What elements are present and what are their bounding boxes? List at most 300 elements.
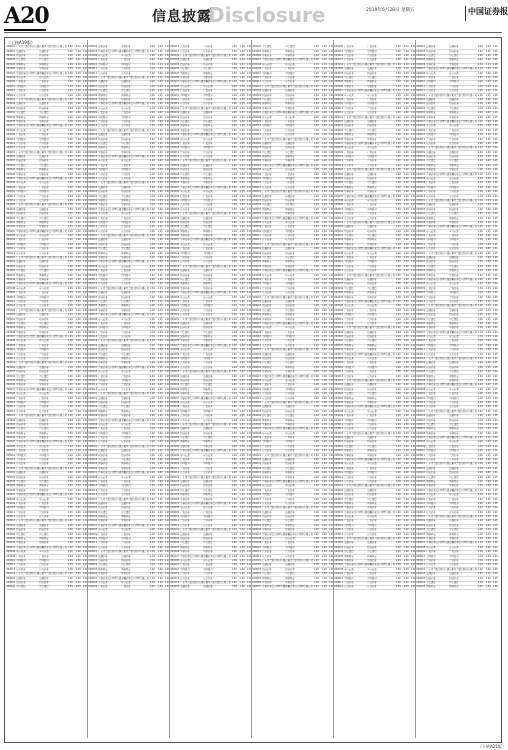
- table-cell-name: 中泰证券资产管理有限公司: [426, 330, 454, 334]
- table-cell-n1: 1.00: [395, 370, 401, 374]
- table-cell-n2: 1.00: [75, 71, 81, 75]
- table-cell-cust: 招商证券: [285, 93, 295, 97]
- table-cell-code: 000012: [416, 194, 426, 198]
- table-cell-n3: 1.00: [246, 256, 252, 260]
- table-cell-code: 000012: [170, 576, 180, 580]
- table-cell-n2: 1.00: [403, 308, 409, 312]
- table-cell-cust: 海通证券: [39, 313, 49, 317]
- table-cell-n3: 1.00: [246, 119, 252, 123]
- table-cell-name: 国泰君安: [16, 115, 26, 119]
- table-cell-n1: 1.00: [395, 506, 401, 510]
- table-cell-code: 000006: [88, 466, 98, 470]
- table-cell-name: 华泰证券: [262, 212, 272, 216]
- table-cell-cust: 华泰证券: [39, 436, 49, 440]
- table-cell-code: 000008: [416, 71, 426, 75]
- table-cell-cust: 广东华兴银行股份有限公司: [367, 62, 395, 66]
- table-cell-cust: 广发证券: [121, 532, 131, 536]
- table-cell-n3: 1.00: [410, 523, 416, 527]
- table-cell-name: 国泰君安: [262, 523, 272, 527]
- table-cell-cust: 中国银河: [203, 198, 213, 202]
- table-cell-code: 000012: [88, 124, 98, 128]
- table-cell-n1: 1.00: [149, 133, 155, 137]
- table-cell-cust: 海通证券: [367, 67, 377, 71]
- table-cell-name: 中信建投: [426, 212, 436, 216]
- table-cell-code: 000010: [6, 559, 16, 562]
- table-cell-n2: 1.00: [485, 54, 491, 58]
- table-cell-n2: 1.00: [321, 299, 327, 303]
- table-cell-name: 中信建投: [180, 225, 190, 229]
- table-cell-n2: 1.00: [239, 203, 245, 207]
- table-cell-code: 000012: [170, 471, 180, 475]
- table-cell-n1: 1.00: [231, 462, 237, 466]
- table-cell-n3: 1.00: [492, 256, 498, 260]
- table-cell-name: 招商证券: [16, 159, 26, 163]
- table-cell-code: 000002: [170, 269, 180, 273]
- table-cell-code: 000009: [252, 383, 262, 387]
- table-cell-name: 中泰证券资产管理有限公司: [98, 155, 126, 159]
- table-cell-n3: 1.00: [164, 326, 170, 330]
- table-cell-code: 000010: [88, 273, 98, 277]
- table-cell-cust: 国泰君安: [203, 282, 213, 286]
- table-cell-n1: 1.00: [313, 572, 319, 576]
- table-cell-cust: 广东华兴银行股份有限公司: [39, 361, 67, 365]
- table-cell-cust: 东方证券: [39, 251, 49, 255]
- table-cell-n1: 1.00: [395, 194, 401, 198]
- table-cell-name: 中信建投: [16, 111, 26, 115]
- table-cell-code: 000005: [170, 229, 180, 233]
- table-cell-name: 招商证券: [344, 282, 354, 286]
- table-cell-name: 海通证券: [344, 488, 354, 492]
- table-cell-n1: 1.00: [149, 62, 155, 66]
- table-cell-n1: 1.00: [477, 150, 483, 154]
- table-cell-n2: 1.00: [239, 326, 245, 330]
- table-cell-n3: 1.00: [492, 282, 498, 286]
- table-cell-n1: 1.00: [313, 528, 319, 532]
- table-cell-n2: 1.00: [321, 462, 327, 466]
- table-cell-name: 兴业证券: [16, 563, 26, 567]
- table-cell-n2: 1.00: [157, 45, 163, 49]
- table-cell-cust: 广发证券: [367, 256, 377, 260]
- table-cell-n3: 1.00: [492, 308, 498, 312]
- table-cell-name: 华泰证券: [426, 326, 436, 330]
- table-cell-cust: 广发证券: [203, 510, 213, 514]
- table-cell-cust: 广东华兴银行股份有限公司: [449, 357, 477, 361]
- table-cell-cust: 广东华兴银行股份有限公司: [39, 414, 67, 418]
- table-cell-n1: 1.00: [149, 128, 155, 132]
- table-cell-n1: 1.00: [149, 207, 155, 211]
- table-cell-cust: 国泰君安: [285, 576, 295, 580]
- table-cell-cust: 中国银河: [285, 387, 295, 391]
- table-cell-n2: 1.00: [75, 365, 81, 369]
- table-cell-n3: 1.00: [328, 427, 334, 431]
- table-cell-n2: 1.00: [157, 146, 163, 150]
- table-cell-n1: 1.00: [149, 190, 155, 194]
- table-cell-n1: 1.00: [231, 286, 237, 290]
- table-cell-name: 国泰君安: [344, 449, 354, 453]
- table-cell-cust: 东方证券: [285, 80, 295, 84]
- table-cell-n1: 1.00: [395, 335, 401, 339]
- table-cell-code: 000002: [170, 479, 180, 483]
- table-cell-n3: 1.00: [164, 365, 170, 369]
- table-cell-name: 中泰证券资产管理有限公司: [262, 269, 290, 273]
- table-cell-n3: 1.00: [82, 93, 88, 97]
- table-cell-n1: 1.00: [313, 488, 319, 492]
- table-cell-name: 华泰证券: [16, 278, 26, 281]
- table-cell-code: 000003: [416, 49, 426, 53]
- table-cell-code: 000012: [88, 545, 98, 549]
- table-cell-name: 广东华兴银行股份有限公司: [180, 54, 208, 58]
- table-cell-name: 中信建投: [344, 128, 354, 132]
- table-cell-code: 000004: [252, 519, 262, 523]
- table-cell-n1: 1.00: [313, 484, 319, 488]
- table-cell-n2: 1.00: [157, 93, 163, 97]
- table-cell-code: 000004: [252, 203, 262, 207]
- table-cell-name: 广东华兴银行股份有限公司: [426, 93, 454, 97]
- table-cell-n1: 1.00: [313, 159, 319, 163]
- table-cell-cust: 招商证券: [449, 365, 459, 369]
- table-cell-name: 中国银河: [180, 198, 190, 202]
- table-cell-n2: 1.00: [239, 102, 245, 106]
- table-cell-n2: 1.00: [485, 282, 491, 286]
- table-cell-n2: 1.00: [239, 550, 245, 554]
- table-cell-name: 广发证券: [344, 414, 354, 418]
- table-cell-name: 兴业证券: [16, 247, 26, 251]
- table-cell-n2: 1.00: [157, 49, 163, 53]
- table-cell-n2: 1.00: [321, 80, 327, 84]
- table-cell-n1: 1.00: [149, 449, 155, 453]
- table-cell-code: 000011: [6, 194, 16, 198]
- table-cell-n2: 1.00: [403, 93, 409, 97]
- table-cell-cust: 中信建投: [121, 194, 131, 198]
- table-cell-name: 中信建投: [262, 150, 272, 154]
- table-cell-cust: 中泰证券资产管理有限公司: [121, 155, 149, 159]
- table-cell-n2: 1.00: [403, 102, 409, 106]
- table-cell-n1: 1.00: [395, 49, 401, 53]
- table-cell-n2: 1.00: [75, 436, 81, 440]
- table-cell-n1: 1.00: [477, 352, 483, 356]
- table-row: [6, 586, 88, 590]
- table-row: [170, 586, 252, 590]
- table-cell-n2: 1.00: [75, 392, 81, 396]
- table-cell-cust: 国泰君安: [39, 537, 49, 541]
- table-cell-n2: 1.00: [239, 299, 245, 303]
- table-cell-n2: 1.00: [75, 510, 81, 514]
- table-cell-n3: 1.00: [492, 326, 498, 330]
- table-cell-name: 国泰君安: [426, 269, 436, 273]
- table-cell-name: 东方证券: [98, 282, 108, 286]
- table-cell-name: 华泰证券: [16, 67, 26, 71]
- column-separator: [333, 40, 334, 738]
- table-cell-n3: 1.00: [246, 444, 252, 448]
- table-cell-name: 国泰君安: [262, 365, 272, 369]
- table-cell-n1: 1.00: [149, 137, 155, 141]
- table-cell-name: 广发证券: [98, 585, 108, 589]
- table-cell-n1: 1.00: [67, 229, 73, 233]
- table-cell-name: 中信建投: [98, 458, 108, 462]
- table-cell-code: 000006: [88, 150, 98, 154]
- table-cell-cust: 广东华兴银行股份有限公司: [367, 431, 395, 435]
- table-cell-name: 华泰证券: [16, 172, 26, 176]
- table-cell-n1: 1.00: [149, 282, 155, 286]
- table-cell-n3: 1.00: [492, 269, 498, 273]
- table-cell-n2: 1.00: [321, 190, 327, 194]
- table-cell-name: 申万宏源: [344, 251, 354, 255]
- table-cell-n1: 1.00: [149, 106, 155, 110]
- table-cell-n1: 1.00: [67, 550, 73, 554]
- table-cell-code: 000003: [170, 168, 180, 172]
- table-cell-code: 000010: [6, 190, 16, 194]
- table-cell-n2: 1.00: [239, 49, 245, 53]
- table-cell-n2: 1.00: [239, 506, 245, 510]
- table-cell-n1: 1.00: [395, 523, 401, 527]
- table-cell-cust: 中国银河: [39, 400, 49, 404]
- table-cell-cust: 中国银河: [367, 313, 377, 317]
- table-cell-code: 000011: [6, 563, 16, 567]
- table-cell-n2: 1.00: [403, 440, 409, 444]
- table-cell-cust: 中泰证券资产管理有限公司: [39, 71, 67, 75]
- table-cell-name: 兴业证券: [262, 76, 272, 80]
- table-cell-n1: 1.00: [477, 185, 483, 189]
- table-cell-n2: 1.00: [75, 313, 81, 317]
- table-cell-n3: 1.00: [246, 537, 252, 541]
- table-cell-n1: 1.00: [231, 576, 237, 580]
- table-cell-n2: 1.00: [321, 89, 327, 93]
- table-cell-code: 000007: [6, 229, 16, 233]
- table-cell-n2: 1.00: [485, 150, 491, 154]
- table-cell-n2: 1.00: [75, 352, 81, 356]
- table-cell-cust: 国泰君安: [203, 335, 213, 339]
- table-cell-n3: 1.00: [328, 54, 334, 58]
- table-cell-cust: 中泰证券资产管理有限公司: [367, 194, 395, 198]
- table-cell-code: 000007: [334, 458, 344, 462]
- table-cell-n2: 1.00: [75, 128, 81, 132]
- table-cell-n1: 1.00: [231, 93, 237, 97]
- table-cell-cust: 华泰证券: [449, 115, 459, 119]
- table-cell-name: 招商证券: [426, 102, 436, 106]
- table-cell-cust: 国泰君安: [203, 493, 213, 497]
- table-cell-n3: 1.00: [246, 523, 252, 527]
- table-cell-n2: 1.00: [403, 220, 409, 224]
- table-cell-cust: 海通证券: [121, 238, 131, 242]
- table-cell-n1: 1.00: [149, 523, 155, 527]
- table-cell-n1: 1.00: [149, 488, 155, 492]
- table-cell-cust: 兴业证券: [39, 510, 49, 514]
- table-cell-n2: 1.00: [239, 58, 245, 62]
- table-cell-n2: 1.00: [403, 427, 409, 431]
- table-cell-n2: 1.00: [485, 414, 491, 418]
- table-cell-cust: 申万宏源: [39, 286, 49, 290]
- table-cell-n1: 1.00: [395, 207, 401, 211]
- table-cell-n1: 1.00: [395, 62, 401, 66]
- table-cell-n2: 1.00: [157, 172, 163, 176]
- table-cell-n3: 1.00: [328, 370, 334, 374]
- table-cell-n2: 1.00: [157, 352, 163, 356]
- table-cell-n2: 1.00: [75, 370, 81, 374]
- table-cell-n2: 1.00: [157, 159, 163, 163]
- table-cell-code: 000006: [416, 115, 426, 119]
- table-cell-code: 000003: [88, 84, 98, 88]
- table-cell-cust: 海通证券: [367, 119, 377, 123]
- table-cell-n3: 1.00: [164, 247, 170, 251]
- table-cell-n1: 1.00: [395, 488, 401, 492]
- table-cell-code: 000011: [334, 528, 344, 532]
- table-cell-name: 广发证券: [344, 203, 354, 207]
- table-cell-n1: 1.00: [149, 102, 155, 106]
- table-cell-cust: 海通证券: [121, 133, 131, 137]
- table-cell-n1: 1.00: [395, 155, 401, 159]
- table-cell-n2: 1.00: [403, 291, 409, 295]
- table-cell-n3: 1.00: [328, 458, 334, 462]
- table-cell-n2: 1.00: [239, 45, 245, 49]
- table-cell-name: 中泰证券资产管理有限公司: [344, 141, 372, 145]
- table-cell-cust: 华泰证券: [367, 242, 377, 246]
- table-cell-code: 000004: [416, 317, 426, 321]
- table-cell-name: 东方证券: [344, 374, 354, 378]
- table-cell-code: 000001: [416, 93, 426, 97]
- table-cell-n3: 1.00: [492, 190, 498, 194]
- table-cell-code: 000004: [416, 159, 426, 163]
- table-cell-n3: 1.00: [246, 216, 252, 220]
- table-cell-name: 国泰君安: [262, 102, 272, 106]
- table-cell-n1: 1.00: [477, 163, 483, 167]
- table-cell-name: 国泰君安: [16, 273, 26, 277]
- table-cell-name: 兴业证券: [262, 339, 272, 343]
- table-cell-n1: 1.00: [231, 194, 237, 198]
- table-cell-n1: 1.00: [231, 405, 237, 409]
- table-cell-name: 兴业证券: [180, 308, 190, 312]
- table-cell-n3: 1.00: [246, 357, 252, 361]
- table-cell-name: 广发证券: [344, 45, 354, 49]
- table-cell-n1: 1.00: [395, 466, 401, 470]
- table-cell-n2: 1.00: [403, 387, 409, 391]
- table-cell-code: 000004: [88, 458, 98, 462]
- table-cell-n2: 1.00: [75, 572, 81, 576]
- table-cell-code: 000010: [6, 453, 16, 457]
- table-cell-cust: 招商证券: [39, 475, 49, 479]
- table-cell-n3: 1.00: [82, 159, 88, 163]
- table-cell-cust: 海通证券: [449, 256, 459, 260]
- table-cell-n3: 1.00: [246, 501, 252, 505]
- table-cell-n2: 1.00: [75, 141, 81, 145]
- table-cell-name: 兴业证券: [426, 295, 436, 299]
- table-cell-n3: 1.00: [164, 554, 170, 558]
- table-cell-cust: 招商证券: [285, 251, 295, 255]
- table-cell-n3: 1.00: [410, 545, 416, 549]
- table-cell-n3: 1.00: [164, 374, 170, 378]
- table-cell-n3: 1.00: [246, 190, 252, 194]
- table-cell-cust: 华泰证券: [121, 150, 131, 154]
- table-cell-cust: 广东华兴银行股份有限公司: [285, 453, 313, 457]
- table-cell-n1: 1.00: [67, 387, 73, 391]
- table-cell-cust: 东方证券: [367, 111, 377, 115]
- table-cell-n2: 1.00: [75, 84, 81, 88]
- table-cell-name: 中信建投: [344, 181, 354, 185]
- table-cell-n3: 1.00: [82, 352, 88, 356]
- table-cell-n3: 1.00: [164, 550, 170, 554]
- table-cell-name: 国泰君安: [98, 198, 108, 202]
- table-cell-n3: 1.00: [164, 580, 170, 584]
- table-cell-n1: 1.00: [149, 387, 155, 391]
- table-cell-n2: 1.00: [321, 313, 327, 317]
- table-cell-name: 广东华兴银行股份有限公司: [98, 234, 126, 238]
- table-cell-code: 000008: [88, 370, 98, 374]
- table-cell-cust: 招商证券: [39, 317, 49, 321]
- table-cell-code: 000008: [6, 286, 16, 290]
- table-cell-n1: 1.00: [231, 330, 237, 334]
- table-cell-n1: 1.00: [231, 458, 237, 462]
- table-cell-n1: 1.00: [477, 128, 483, 132]
- table-cell-name: 华泰证券: [262, 54, 272, 58]
- table-cell-n3: 1.00: [328, 102, 334, 106]
- table-cell-name: 申万宏源: [426, 71, 436, 75]
- table-cell-n3: 1.00: [246, 106, 252, 110]
- table-cell-n1: 1.00: [67, 269, 73, 273]
- table-cell-name: 广东华兴银行股份有限公司: [344, 537, 372, 541]
- table-cell-name: 中国银河: [180, 409, 190, 413]
- table-cell-cust: 中国银河: [39, 506, 49, 510]
- table-cell-code: 000009: [252, 488, 262, 492]
- table-cell-cust: 中信建投: [367, 286, 377, 290]
- table-cell-n2: 1.00: [403, 436, 409, 440]
- table-cell-name: 招商证券: [180, 484, 190, 488]
- table-cell-code: 000006: [170, 339, 180, 343]
- table-cell-name: 国泰君安: [262, 471, 272, 475]
- table-cell-n2: 1.00: [403, 295, 409, 299]
- table-cell-cust: 国泰君安: [367, 449, 377, 453]
- table-cell-n2: 1.00: [239, 431, 245, 435]
- table-cell-cust: 国泰君安: [449, 58, 459, 62]
- table-cell-code: 000005: [252, 260, 262, 264]
- table-cell-name: 华泰证券: [344, 190, 354, 194]
- table-cell-n2: 1.00: [321, 321, 327, 325]
- table-cell-code: 000007: [88, 418, 98, 422]
- table-cell-cust: 华泰证券: [285, 422, 295, 426]
- table-cell-cust: 东方证券: [285, 291, 295, 295]
- table-cell-name: 中国银河: [16, 559, 26, 562]
- table-cell-n1: 1.00: [395, 580, 401, 584]
- table-cell-name: 海通证券: [16, 155, 26, 159]
- table-cell-n2: 1.00: [157, 163, 163, 167]
- table-cell-code: 000005: [170, 282, 180, 286]
- table-cell-cust: 兴业证券: [203, 203, 213, 207]
- table-cell-n1: 1.00: [149, 370, 155, 374]
- table-cell-cust: 国泰君安: [39, 273, 49, 277]
- table-cell-cust: 广发证券: [367, 45, 377, 49]
- table-cell-name: 华泰证券: [16, 330, 26, 334]
- table-cell-n3: 1.00: [164, 405, 170, 409]
- table-cell-code: 000003: [252, 409, 262, 413]
- table-cell-n2: 1.00: [485, 330, 491, 334]
- table-cell-code: 000008: [252, 168, 262, 172]
- table-cell-name: 国泰君安: [426, 427, 436, 431]
- table-cell-n1: 1.00: [477, 234, 483, 238]
- table-cell-cust: 申万宏源: [203, 506, 213, 510]
- table-cell-n1: 1.00: [477, 97, 483, 101]
- table-cell-code: 000002: [170, 216, 180, 220]
- table-cell-cust: 东方证券: [203, 102, 213, 106]
- table-cell-name: 海通证券: [262, 352, 272, 356]
- table-cell-code: 000001: [6, 519, 16, 523]
- table-cell-cust: 华泰证券: [449, 431, 459, 435]
- table-cell-n2: 1.00: [239, 580, 245, 584]
- table-cell-n2: 1.00: [321, 550, 327, 554]
- table-cell-n2: 1.00: [321, 343, 327, 347]
- table-cell-n1: 1.00: [395, 106, 401, 110]
- table-cell-cust: 中信建投: [39, 58, 49, 62]
- table-cell-name: 中国银河: [344, 102, 354, 106]
- table-cell-name: 兴业证券: [16, 141, 26, 145]
- table-cell-n3: 1.00: [492, 49, 498, 53]
